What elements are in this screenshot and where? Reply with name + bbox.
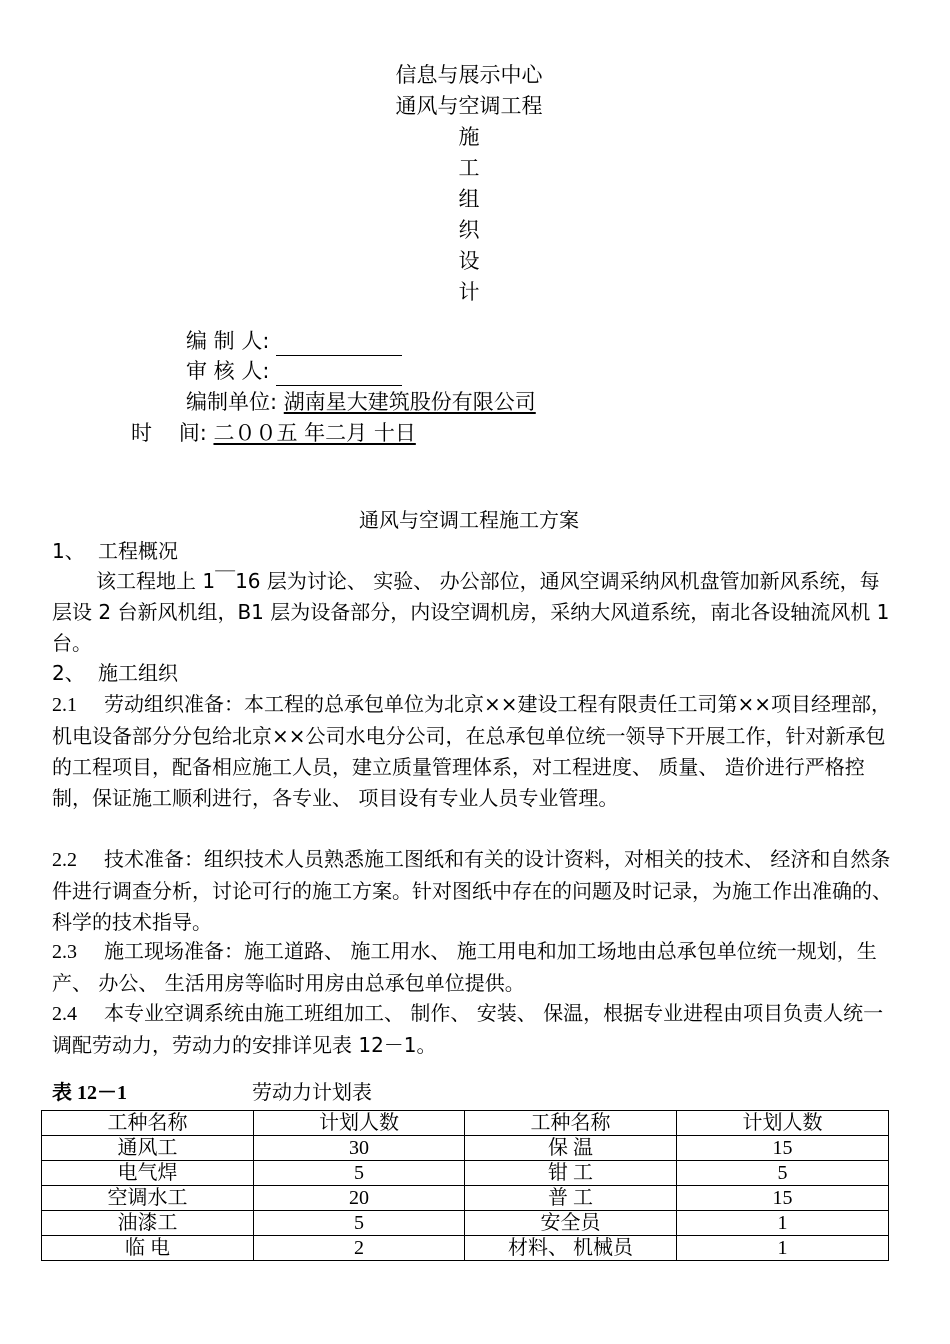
table-cell: 15 xyxy=(677,1136,889,1161)
section-number: 1、 xyxy=(52,539,85,563)
table-cell: 空调水工 xyxy=(42,1186,254,1211)
reviewer-label: 审 核 人: xyxy=(186,359,270,383)
paragraph-2-3 xyxy=(52,936,892,999)
time-value: 二００五 年二月 十日 xyxy=(213,421,416,445)
paragraph-number: 2.2 xyxy=(52,849,77,871)
editor-field xyxy=(186,326,402,356)
unit-field xyxy=(186,387,536,417)
table-row xyxy=(42,1211,889,1236)
table-number: 表 12－1 xyxy=(52,1082,127,1104)
table-cell: 5 xyxy=(254,1211,465,1236)
project-subtitle: 通风与空调工程 xyxy=(395,94,543,118)
table-cell: 材料、 机械员 xyxy=(465,1236,677,1261)
table-caption xyxy=(52,1077,372,1108)
paragraph: 该工程地上 1￣16 层为讨论、 实验、 办公部位，通风空调采纳风机盘管加新风系统，每层设 2 台新风机组，B1 层为设备部分，内设空调机房，采纳大风道系统，南北各设轴流风机 1 台。 xyxy=(52,569,890,655)
time-field xyxy=(131,418,416,448)
vertical-title-char: 计 xyxy=(458,280,480,304)
table-cell: 保 温 xyxy=(465,1136,677,1161)
table-row xyxy=(42,1186,889,1211)
paragraph-text: 劳动组织准备：本工程的总承包单位为北京××建设工程有限责任工司第××项目经理部，机电设备部分分包给北京××公司水电分公司，在总承包单位统一领导下开展工作，针对新承包的工程项目，配备相应施工人员，建立质量管理体系，对工程进度、 质量、 造价进行严格控制，保证施工顺利进行，各专业、 项目设有专业人员专业管理。 xyxy=(52,692,892,810)
paragraph-text: 技术准备：组织技术人员熟悉施工图纸和有关的设计资料，对相关的技术、 经济和自然条件进行调查分析，讨论可行的施工方案。针对图纸中存在的问题及时记录，为施工作出准确的、 科学的技术指导。 xyxy=(52,847,892,934)
table-cell: 安全员 xyxy=(465,1211,677,1236)
editor-blank xyxy=(276,333,402,356)
unit-value: 湖南星大建筑股份有限公司 xyxy=(283,390,536,414)
section-heading xyxy=(52,658,178,689)
table-cell: 临 电 xyxy=(42,1236,254,1261)
table-cell: 钳 工 xyxy=(465,1161,677,1186)
table-row xyxy=(42,1236,889,1261)
table-cell: 油漆工 xyxy=(42,1211,254,1236)
table-cell: 1 xyxy=(677,1211,889,1236)
editor-label: 编 制 人: xyxy=(186,329,270,353)
table-row xyxy=(42,1136,889,1161)
paragraph-number: 2.1 xyxy=(52,694,77,716)
paragraph-2-4 xyxy=(52,998,892,1061)
paragraph-number: 2.3 xyxy=(52,941,77,963)
table-cell: 电气焊 xyxy=(42,1161,254,1186)
column-header: 计划人数 xyxy=(254,1111,465,1136)
table-cell: 1 xyxy=(677,1236,889,1261)
section-heading xyxy=(52,536,178,567)
section-title: 工程概况 xyxy=(98,539,178,563)
paragraph-number: 2.4 xyxy=(52,1003,77,1025)
table-title: 劳动力计划表 xyxy=(252,1080,372,1104)
table-cell: 20 xyxy=(254,1186,465,1211)
time-label: 时 间: xyxy=(131,421,207,445)
table-row xyxy=(42,1161,889,1186)
paragraph-text: 施工现场准备：施工道路、 施工用水、 施工用电和加工场地由总承包单位统一规划，生产、 办公、 生活用房等临时用房由总承包单位提供。 xyxy=(52,939,877,995)
reviewer-blank xyxy=(276,363,402,386)
labor-plan-table xyxy=(41,1110,889,1261)
table-cell: 5 xyxy=(677,1161,889,1186)
vertical-title-char: 工 xyxy=(458,156,480,180)
unit-label: 编制单位: xyxy=(186,390,278,414)
table-cell: 普 工 xyxy=(465,1186,677,1211)
plan-title: 通风与空调工程施工方案 xyxy=(359,508,579,532)
section-title: 施工组织 xyxy=(98,661,178,685)
table-cell: 通风工 xyxy=(42,1136,254,1161)
table-cell: 5 xyxy=(254,1161,465,1186)
vertical-title-char: 组 xyxy=(458,187,480,211)
vertical-title-char: 织 xyxy=(458,218,480,242)
section-number: 2、 xyxy=(52,661,85,685)
table-cell: 30 xyxy=(254,1136,465,1161)
paragraph-2-2 xyxy=(52,844,892,938)
table-cell: 15 xyxy=(677,1186,889,1211)
table-header-row xyxy=(42,1111,889,1136)
column-header: 计划人数 xyxy=(677,1111,889,1136)
paragraph-2-1 xyxy=(52,689,892,814)
paragraph-text: 本专业空调系统由施工班组加工、 制作、 安装、 保温，根据专业进程由项目负责人统一调配劳动力，劳动力的安排详见表 12－1。 xyxy=(52,1001,884,1057)
reviewer-field xyxy=(186,356,402,386)
column-header: 工种名称 xyxy=(465,1111,677,1136)
table-cell: 2 xyxy=(254,1236,465,1261)
column-header: 工种名称 xyxy=(42,1111,254,1136)
project-title: 信息与展示中心 xyxy=(395,63,543,87)
vertical-title-char: 施 xyxy=(458,125,480,149)
vertical-title-char: 设 xyxy=(458,249,480,273)
